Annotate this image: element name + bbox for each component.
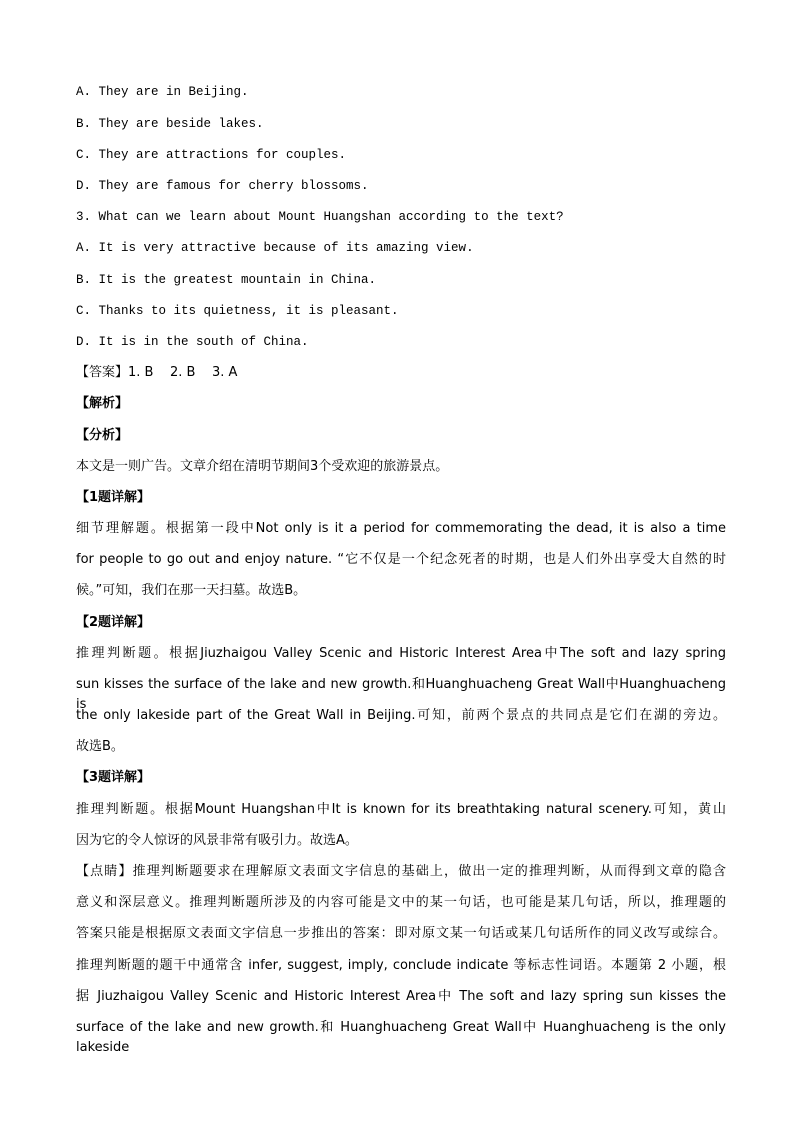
tip-line-2: 意义和深层意义。推理判断题所涉及的内容可能是文中的某一句话，也可能是某几句话，所以，推理题的 xyxy=(76,895,726,910)
question-3: 3. What can we learn about Mount Huangshan according to the text? xyxy=(76,210,564,224)
q2-detail-heading: 【2题详解】 xyxy=(76,615,151,630)
q2-detail-line-3: the only lakeside part of the Great Wall in Beijing.可知，前两个景点的共同点是它们在湖的旁边。 xyxy=(76,708,726,723)
option-2b: B. They are beside lakes. xyxy=(76,117,264,131)
q2-detail-line-1: 推理判断题。根据Jiuzhaigou Valley Scenic and Historic Interest Area中The soft and lazy spring xyxy=(76,646,726,661)
answer-line: 【答案】1. B 2. B 3. A xyxy=(76,365,238,380)
option-2a: A. They are in Beijing. xyxy=(76,85,249,99)
analysis-heading: 【解析】 xyxy=(76,396,129,411)
tip-line-5: 据 Jiuzhaigou Valley Scenic and Historic Interest Area中 The soft and lazy spring sun kisses the xyxy=(76,989,726,1004)
option-3d: D. It is in the south of China. xyxy=(76,335,309,349)
tip-line-4: 推理判断题的题干中通常含 infer, suggest, imply, conclude indicate 等标志性词语。本题第 2 小题，根 xyxy=(76,958,726,973)
option-2c: C. They are attractions for couples. xyxy=(76,148,347,162)
q1-detail-line-2: for people to go out and enjoy nature. “它不仅是一个纪念死者的时期，也是人们外出享受大自然的时 xyxy=(76,552,726,567)
tip-line-3: 答案只能是根据原文表面文字信息一步推出的答案：即对原文某一句话或某几句话所作的同义改写或综合。 xyxy=(76,926,726,941)
option-3a: A. It is very attractive because of its amazing view. xyxy=(76,241,474,255)
q3-detail-heading: 【3题详解】 xyxy=(76,770,151,785)
q2-detail-line-4: 故选B。 xyxy=(76,739,124,754)
q2-detail-line-2: sun kisses the surface of the lake and new growth.和Huanghuacheng Great Wall中Huanghuacheng is xyxy=(76,677,726,712)
tip-line-6: surface of the lake and new growth.和 Huanghuacheng Great Wall中 Huanghuacheng is the only lakeside xyxy=(76,1020,726,1055)
tip-line-1: 【点睛】推理判断题要求在理解原文表面文字信息的基础上，做出一定的推理判断，从而得到文章的隐含 xyxy=(76,864,726,879)
overview-text: 本文是一则广告。文章介绍在清明节期间3个受欢迎的旅游景点。 xyxy=(76,459,449,474)
q1-detail-heading: 【1题详解】 xyxy=(76,490,151,505)
q1-detail-line-1: 细节理解题。根据第一段中Not only is it a period for commemorating the dead, it is also a time xyxy=(76,521,726,536)
option-2d: D. They are famous for cherry blossoms. xyxy=(76,179,369,193)
option-3c: C. Thanks to its quietness, it is pleasant. xyxy=(76,304,399,318)
overview-heading: 【分析】 xyxy=(76,428,129,443)
q1-detail-line-3: 候。”可知，我们在那一天扫墓。故选B。 xyxy=(76,583,307,598)
q3-detail-line-1: 推理判断题。根据Mount Huangshan中It is known for its breathtaking natural scenery.可知，黄山 xyxy=(76,802,726,817)
option-3b: B. It is the greatest mountain in China. xyxy=(76,273,377,287)
q3-detail-line-2: 因为它的令人惊讶的风景非常有吸引力。故选A。 xyxy=(76,833,358,848)
